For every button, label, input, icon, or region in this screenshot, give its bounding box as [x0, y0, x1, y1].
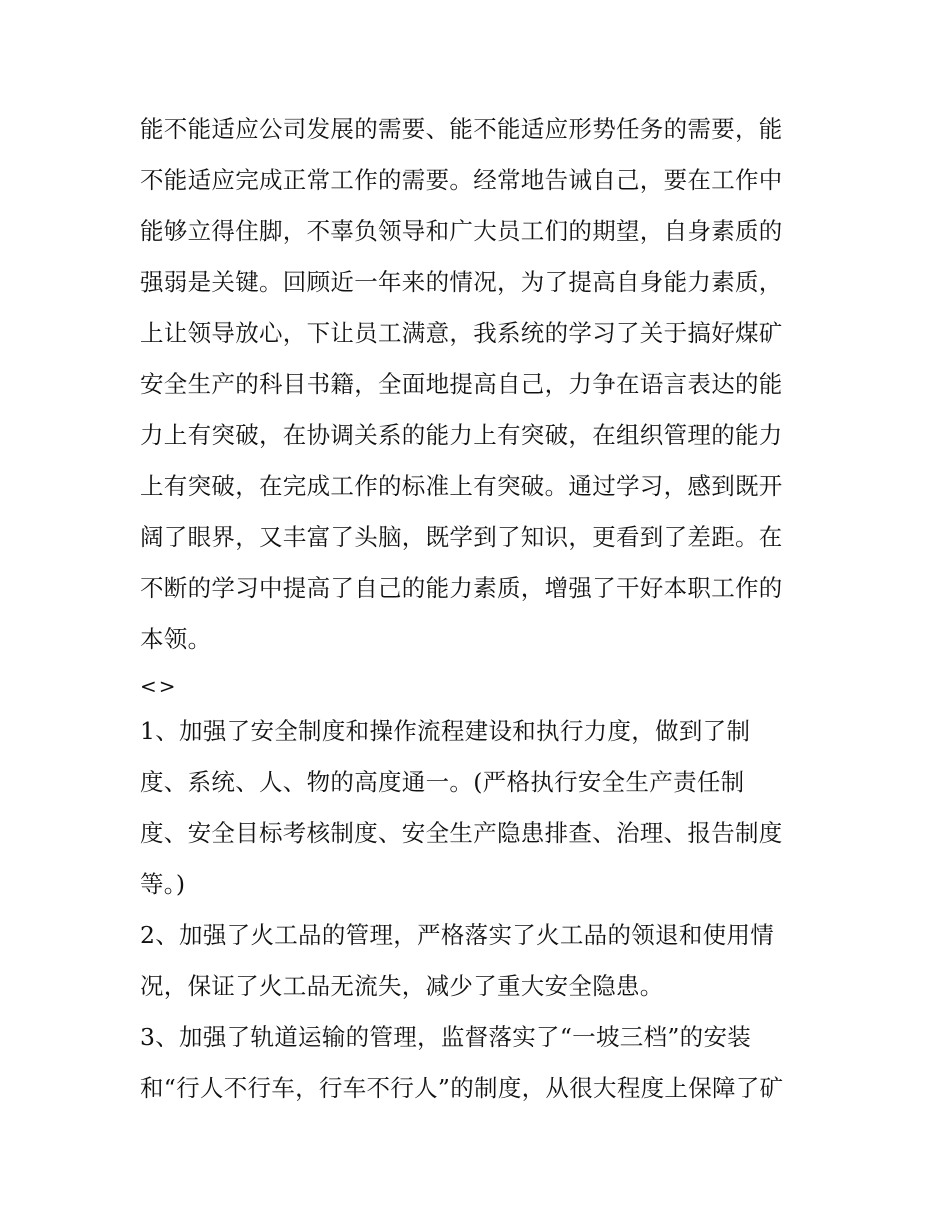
- paragraph-line: 本领。: [140, 625, 212, 653]
- paragraph-line: 上有突破，在完成工作的标准上有突破。通过学习，感到既开: [140, 472, 783, 500]
- list-item-1-line: 1、加强了安全制度和操作流程建设和执行力度，做到了制: [140, 717, 751, 745]
- paragraph-line: 力上有突破，在协调关系的能力上有突破，在组织管理的能力: [140, 421, 783, 449]
- paragraph-line: 强弱是关键。回顾近一年来的情况，为了提高自身能力素质，: [140, 268, 783, 296]
- list-item-2-line: 况，保证了火工品无流失，减少了重大安全隐患。: [140, 972, 664, 1000]
- paragraph-line: 安全生产的科目书籍，全面地提高自己，力争在语言表达的能: [140, 370, 783, 398]
- paragraph-line: 不断的学习中提高了自己的能力素质，增强了干好本职工作的: [140, 574, 783, 602]
- paragraph-line: 能不能适应公司发展的需要、能不能适应形势任务的需要，能: [140, 115, 783, 143]
- paragraph-line: 不能适应完成正常工作的需要。经常地告诫自己，要在工作中: [140, 166, 783, 194]
- list-item-2-line: 2、加强了火工品的管理，严格落实了火工品的领退和使用情: [140, 921, 775, 949]
- section-marker: <>: [140, 674, 178, 698]
- list-item-1-line: 度、系统、人、物的高度通一。(严格执行安全生产责任制: [140, 768, 745, 796]
- list-item-1-line: 等。): [140, 870, 186, 898]
- list-item-1-line: 度、安全目标考核制度、安全生产隐患排查、治理、报告制度: [140, 819, 783, 847]
- paragraph-line: 上让领导放心，下让员工满意，我系统的学习了关于搞好煤矿: [140, 319, 783, 347]
- paragraph-line: 能够立得住脚，不辜负领导和广大员工们的期望，自身素质的: [140, 217, 783, 245]
- list-item-3-line: 和“行人不行车，行车不行人”的制度，从很大程度上保障了矿: [140, 1074, 784, 1102]
- list-item-3-line: 3、加强了轨道运输的管理，监督落实了“一坡三档”的安装: [140, 1023, 752, 1051]
- paragraph-line: 阔了眼界，又丰富了头脑，既学到了知识，更看到了差距。在: [140, 523, 783, 551]
